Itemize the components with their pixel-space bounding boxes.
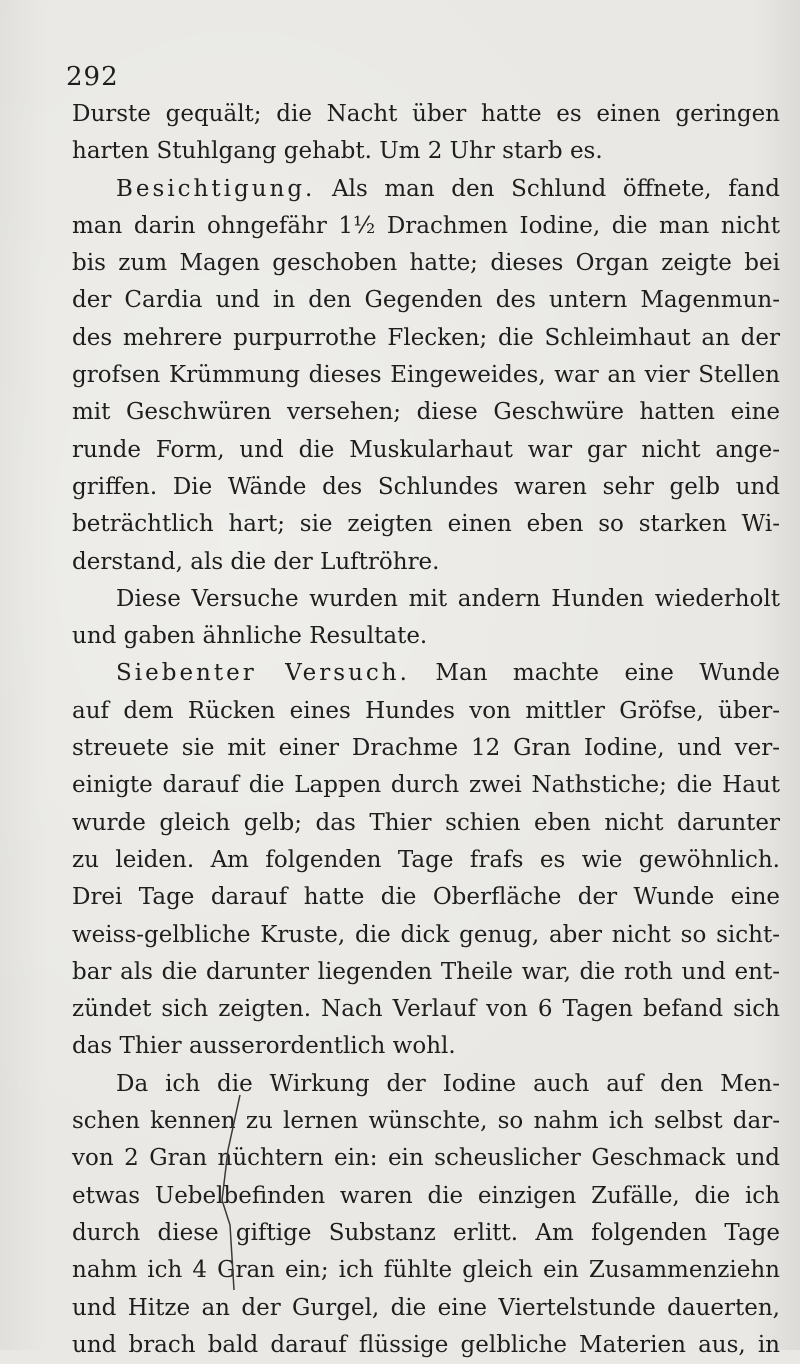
text-line: bis zum Magen geschoben hatte; dieses Organ zeigte bei xyxy=(72,250,780,277)
text-line xyxy=(72,655,780,692)
text-line: und Hitze an der Gurgel, die eine Viertelstunde dauerten, xyxy=(72,1294,780,1321)
text-line: runde Form, und die Muskularhaut war gar nicht ange- xyxy=(72,436,780,463)
text-line: derstand, als die der Luftröhre. xyxy=(72,548,440,575)
text-line: wurde gleich gelb; das Thier schien eben nicht darunter xyxy=(72,809,780,836)
text-line: Drei Tage darauf hatte die Oberfläche der Wunde eine xyxy=(72,884,780,911)
text-line: weiss-gelbliche Kruste, die dick genug, aber nicht so sicht- xyxy=(72,921,780,948)
text-line: der Cardia und in den Gegenden des untern Magenmun- xyxy=(72,287,780,314)
text-line-rest: Als man den Schlund öffnete, fand xyxy=(315,175,780,202)
text-line: man darin ohngefähr 1½ Drachmen Iodine, die man nicht xyxy=(72,212,780,239)
text-line: griffen. Die Wände des Schlundes waren sehr gelb und xyxy=(72,473,780,500)
text-line: harten Stuhlgang gehabt. Um 2 Uhr starb es. xyxy=(72,138,603,165)
text-line: des mehrere purpurrothe Flecken; die Schleimhaut an der xyxy=(72,324,780,351)
text-line xyxy=(72,171,780,208)
text-line: etwas Uebelbefinden waren die einzigen Zufälle, die ich xyxy=(72,1182,780,1209)
text-line: schen kennen zu lernen wünschte, so nahm ich selbst dar- xyxy=(72,1108,780,1135)
text-line: grofsen Krümmung dieses Eingeweides, war an vier Stellen xyxy=(72,362,780,389)
text-line: beträchtlich hart; sie zeigten einen eben so starken Wi- xyxy=(72,511,780,538)
text-line: durch diese giftige Substanz erlitt. Am folgenden Tage xyxy=(72,1219,780,1246)
section-heading: Siebenter Versuch. xyxy=(116,660,410,687)
text-line: und brach bald darauf flüssige gelbliche Materien aus, in xyxy=(72,1331,780,1358)
text-line: auf dem Rücken eines Hundes von mittler Gröfse, über- xyxy=(72,697,780,724)
text-line: Durste gequält; die Nacht über hatte es einen geringen xyxy=(72,101,780,127)
text-line: von 2 Gran nüchtern ein: ein scheuslicher Geschmack und xyxy=(72,1145,780,1172)
text-line: Da ich die Wirkung der Iodine auch auf den Men- xyxy=(116,1070,780,1097)
text-line: bar als die darunter liegenden Theile war, die roth und ent- xyxy=(72,958,780,985)
text-line: das Thier ausserordentlich wohl. xyxy=(72,1033,456,1060)
text-line: streuete sie mit einer Drachme 12 Gran Iodine, und ver- xyxy=(72,735,780,762)
text-line: zündet sich zeigten. Nach Verlauf von 6 Tagen befand sich xyxy=(72,996,780,1023)
page-number: 292 xyxy=(66,62,119,92)
text-line-rest: Man machte eine Wunde xyxy=(409,660,780,687)
text-line: nahm ich 4 Gran ein; ich fühlte gleich ein Zusammenziehn xyxy=(72,1257,780,1284)
text-line: zu leiden. Am folgenden Tage frafs es wie gewöhnlich. xyxy=(72,846,780,873)
text-line: einigte darauf die Lappen durch zwei Nathstiche; die Haut xyxy=(72,772,780,799)
text-line: mit Geschwüren versehen; diese Geschwüre hatten eine xyxy=(72,399,780,426)
text-line: und gaben ähnliche Resultate. xyxy=(72,623,428,650)
body-text xyxy=(72,96,780,1364)
text-line: Diese Versuche wurden mit andern Hunden wiederholt xyxy=(116,585,780,612)
section-heading: Besichtigung. xyxy=(116,175,316,202)
pencil-mark xyxy=(200,1090,260,1310)
